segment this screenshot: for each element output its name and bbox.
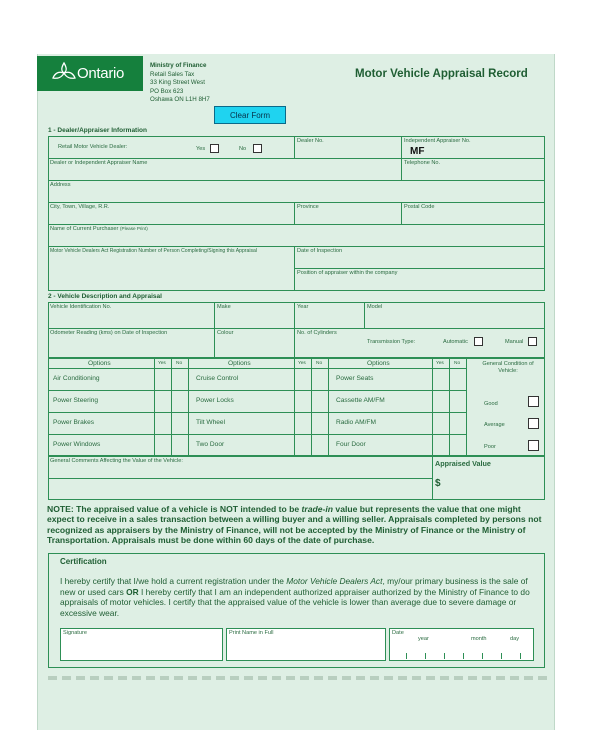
ministry-pobox: PO Box 623 [150,87,184,95]
logo-text: Ontario [77,65,125,82]
appraiser-prefix: MF [410,146,425,157]
telephone-label: Telephone No. [404,160,441,166]
date-field[interactable] [389,628,534,661]
position-label: Position of appraiser within the company [297,270,398,276]
year-label: Year [297,304,309,310]
trillium-icon [51,59,77,87]
transmission-label: Transmission Type: [367,339,416,345]
yes-col-3: Yes [436,361,444,366]
city-label: City, Town, Village, R.R. [50,204,110,210]
dealer-no-label: Dealer No. [297,138,324,144]
ministry-city: Oshawa ON L1H 8H7 [150,96,210,103]
ministry-address [150,62,210,105]
option-item: Power Brakes [53,419,95,426]
condition-good-label: Good [484,401,498,407]
dealer-name-label: Dealer or Independent Appraiser Name [50,160,148,166]
registration-label: Motor Vehicle Dealers Act Registration Number of Person Completing/Signing this Appraisal [50,248,257,254]
date-month-label: month [471,636,487,642]
manual-label: Manual [505,339,524,345]
option-item: Four Door [336,441,366,448]
colour-label: Colour [217,330,234,336]
ontario-logo [37,56,143,91]
cylinders-label: No. of Cylinders [297,330,337,336]
clear-form-button[interactable]: Clear Form [214,106,286,124]
yes-label: Yes [196,146,206,152]
yes-col-2: Yes [298,361,306,366]
automatic-checkbox[interactable] [474,337,483,346]
option-item: Tilt Wheel [196,419,226,426]
comments-label: General Comments Affecting the Value of the Vehicle: [50,458,183,464]
condition-header: General Condition of Vehicle: [482,361,534,374]
address-label: Address [50,182,71,188]
option-item: Power Seats [336,375,374,382]
odometer-label: Odometer Reading (kms) on Date of Inspection [50,330,168,336]
option-item: Radio AM/FM [336,419,376,426]
condition-poor-checkbox[interactable] [528,440,539,451]
condition-average-checkbox[interactable] [528,418,539,429]
section2-heading: 2 - Vehicle Description and Appraisal [48,293,162,300]
options-grid [48,358,545,456]
retail-dealer-label: Retail Motor Vehicle Dealer: [58,144,128,150]
no-label: No [239,146,247,152]
option-item: Power Locks [196,397,234,404]
yes-col-1: Yes [158,361,166,366]
note-paragraph: NOTE: The appraised value of a vehicle is NOT intended to be trade-in value but represents the value that one might expect to receive in a sales transaction between a willing buyer and a willing seller. Appraisals completed by persons not recognized as appraisers by the Ministry of Finance, will not be accepted by the Ministry of Finance or the Ministry of Transportation. Appraisals must be done within 60 days of the date of purchase. [47,504,542,546]
cut-off-text-line [48,676,548,680]
print-name-label: Print Name in Full [229,630,274,636]
vin-label: Vehicle Identification No. [50,304,112,310]
option-item: Cassette AM/FM [336,397,385,404]
condition-good-checkbox[interactable] [528,396,539,407]
dealer-no-checkbox[interactable] [253,144,262,153]
option-item: Power Windows [53,441,101,448]
ministry-name: Ministry of Finance [150,62,207,69]
option-item: Two Door [196,441,225,448]
date-year-label: year [418,636,429,642]
appraised-value-label: Appraised Value [435,459,491,468]
no-col-1: No [176,361,183,366]
options-header-2: Options [228,360,251,367]
option-item: Air Conditioning [53,375,100,382]
options-header-3: Options [367,360,390,367]
no-col-2: No [316,361,323,366]
make-label: Make [217,304,231,310]
province-label: Province [297,204,319,210]
date-label: Date [392,630,404,636]
manual-checkbox[interactable] [528,337,537,346]
no-col-3: No [454,361,461,366]
signature-label: Signature [63,630,87,636]
ministry-street: 33 King Street West [150,79,205,86]
option-item: Cruise Control [196,375,239,382]
certification-text: I hereby certify that I/we hold a current registration under the Motor Vehicle Dealers Act, my/our primary business is the sale of new or used cars OR I hereby certify that I am an independent authorized appraiser authorized by the Ministry of Finance to do appraisals of motor vehicles. I certify that the appraised value of the vehicle is lower than average due to severe damage or excessive wear. [60,576,530,618]
postal-code-label: Postal Code [404,204,435,210]
section1-heading: 1 - Dealer/Appraiser Information [48,127,147,134]
automatic-label: Automatic [443,339,468,345]
dollar-sign: $ [435,478,441,489]
condition-poor-label: Poor [484,444,496,450]
dealer-yes-checkbox[interactable] [210,144,219,153]
inspection-date-label: Date of Inspection [297,248,343,254]
certification-title: Certification [60,557,107,566]
date-day-label: day [510,636,520,642]
options-header-1: Options [88,360,111,367]
condition-average-label: Average [484,422,505,428]
option-item: Power Steering [53,397,99,404]
model-label: Model [367,304,383,310]
current-purchaser-label: Name of Current Purchaser (Please Print) [50,226,148,232]
form-title: Motor Vehicle Appraisal Record [355,68,528,80]
ministry-branch: Retail Sales Tax [150,70,195,78]
appraiser-no-label: Independent Appraiser No. [404,138,471,144]
